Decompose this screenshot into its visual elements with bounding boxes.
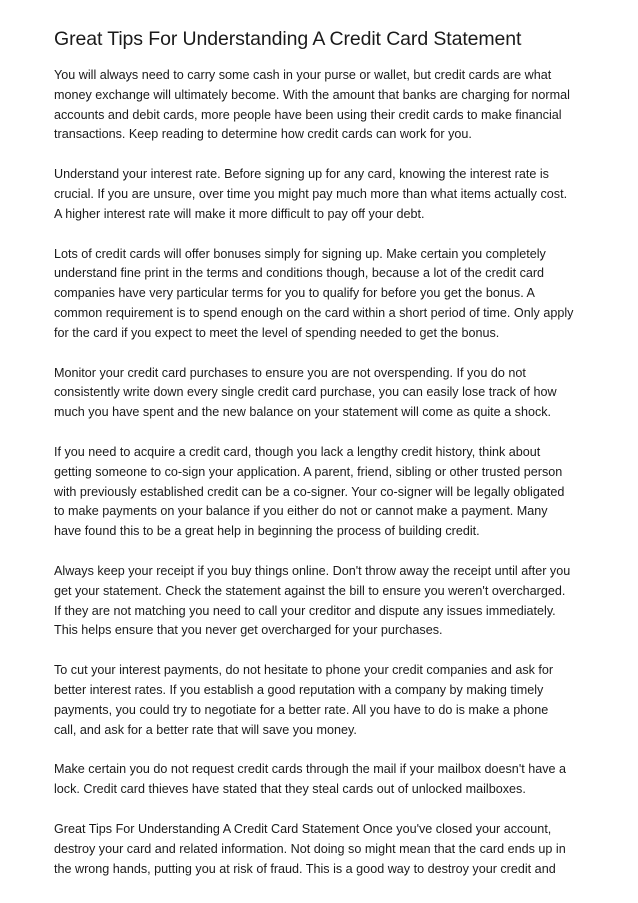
text-line: accounts and debit cards, more people have been using their credit cards to make financial xyxy=(54,107,562,122)
document-page xyxy=(54,26,594,899)
paragraph-3 xyxy=(54,245,594,344)
text-line: To cut your interest payments, do not hesitate to phone your credit companies and ask for xyxy=(54,663,554,678)
paragraph-9 xyxy=(54,820,594,879)
paragraph-2 xyxy=(54,165,594,224)
text-line: lock. Credit card thieves have stated that they steal cards out of unlocked mailboxes. xyxy=(54,782,526,797)
text-line: money exchange will ultimately become. With the amount that banks are charging for normal xyxy=(54,87,570,102)
paragraph-5 xyxy=(54,443,594,542)
text-line: much you have spent and the new balance on your statement will come as quite a shock. xyxy=(54,405,552,420)
text-line: consistently write down every single credit card purchase, you can easily lose track of how xyxy=(54,385,557,400)
text-line: understand fine print in the terms and conditions though, because a lot of the credit card xyxy=(54,266,545,281)
text-line: You will always need to carry some cash in your purse or wallet, but credit cards are what xyxy=(54,68,552,82)
text-line: Understand your interest rate. Before signing up for any card, knowing the interest rate is xyxy=(54,167,549,182)
paragraph-7 xyxy=(54,661,594,740)
text-line: destroy your card and related information. Not doing so might mean that the card ends up in xyxy=(54,841,566,856)
text-line: A higher interest rate will make it more difficult to pay off your debt. xyxy=(54,206,425,221)
text-line: get your statement. Check the statement against the bill to ensure you weren't overcharged. xyxy=(54,583,566,598)
text-line: If they are not matching you need to call your creditor and dispute any issues immediately. xyxy=(54,603,556,618)
text-line: payments, you could try to negotiate for a better rate. All you have to do is make a phone xyxy=(54,702,549,717)
text-line: the wrong hands, putting you at risk of fraud. This is a good way to destroy your credit and xyxy=(54,861,556,876)
text-line: transactions. Keep reading to determine how credit cards can work for you. xyxy=(54,127,472,142)
text-line: Always keep your receipt if you buy things online. Don't throw away the receipt until after you xyxy=(54,563,571,578)
paragraph-8 xyxy=(54,760,594,800)
text-line: for the card if you expect to meet the level of spending needed to get the bonus. xyxy=(54,325,500,340)
text-line: have found this to be a great help in beginning the process of building credit. xyxy=(54,524,480,539)
text-line: Monitor your credit card purchases to ensure you are not overspending. If you do not xyxy=(54,365,526,380)
text-line: This helps ensure that you never get overcharged for your purchases. xyxy=(54,623,443,638)
text-line: to make payments on your balance if you either do not or cannot make a payment. Many xyxy=(54,504,548,519)
paragraph-1 xyxy=(54,66,594,145)
text-line: crucial. If you are unsure, over time you might pay much more than what items actually cost. xyxy=(54,186,568,201)
text-line: Make certain you do not request credit cards through the mail if your mailbox doesn't have a xyxy=(54,762,567,777)
text-line: companies have very particular terms for you to qualify for before you get the bonus. A xyxy=(54,286,535,301)
paragraph-4 xyxy=(54,364,594,423)
text-line: call, and ask for a better rate that will save you money. xyxy=(54,722,357,737)
text-line: common requirement is to spend enough on the card within a short period of time. Only apply xyxy=(54,305,574,320)
text-line: getting someone to co-sign your application. A parent, friend, sibling or other trusted person xyxy=(54,464,563,479)
paragraph-6 xyxy=(54,562,594,641)
text-line: better interest rates. If you establish a good reputation with a company by making timely xyxy=(54,682,544,697)
text-line: Great Tips For Understanding A Credit Card Statement Once you've closed your account, xyxy=(54,821,552,836)
text-line: If you need to acquire a credit card, though you lack a lengthy credit history, think about xyxy=(54,444,541,459)
document-title: Great Tips For Understanding A Credit Card Statement xyxy=(54,28,522,50)
text-line: Lots of credit cards will offer bonuses simply for signing up. Make certain you completely xyxy=(54,246,546,261)
text-line: with previously established credit can be a co-signer. Your co-signer will be legally obligated xyxy=(54,484,565,499)
